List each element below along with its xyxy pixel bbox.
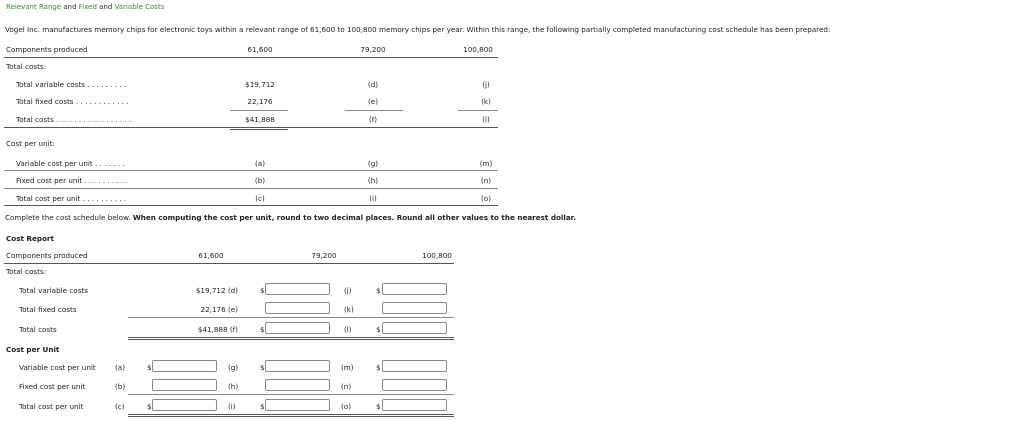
report-col1: 61,600: [198, 251, 224, 260]
report-components-label: Components produced: [6, 251, 88, 260]
input-l-total-100800[interactable]: [382, 322, 447, 334]
schedule-cell: (j): [482, 80, 490, 89]
schedule-cell: (d): [367, 80, 379, 89]
dollar-sign: $: [260, 286, 265, 295]
schedule-cell: (h): [367, 176, 379, 185]
input-d-variable-79200[interactable]: [265, 283, 330, 295]
report-title: Cost Report: [6, 234, 54, 243]
report-col2: 79,200: [311, 251, 337, 260]
schedule-subtotal-rule: [345, 110, 403, 111]
schedule-double-rule: [230, 129, 288, 130]
schedule-components-label: Components produced: [6, 45, 88, 54]
schedule-unit-label: Total cost per unit . . . . . . . . . .: [16, 194, 127, 203]
input-f-total-79200[interactable]: [265, 322, 330, 334]
schedule-cpu-label: Cost per unit:: [6, 139, 55, 148]
schedule-unit-label: Variable cost per unit . . . . . . .: [16, 159, 125, 168]
schedule-cell: (e): [367, 97, 379, 106]
input-j-variable-100800[interactable]: [382, 283, 447, 295]
intro-text: Vogel Inc. manufactures memory chips for electronic toys within a relevant range of 61,600 to 100,800 memory chips per year. Within this range, the following partially completed manufacturing cost schedule has been prepared:: [5, 25, 831, 34]
report-row-label: Total costs: [19, 325, 57, 334]
report-tag: (a): [115, 363, 126, 372]
schedule-cell: (o): [480, 194, 492, 203]
dollar-sign: $: [147, 402, 152, 411]
schedule-rule: [4, 127, 498, 128]
report-given-value: $41,888 (f): [197, 325, 238, 334]
input-h-fixed-unit[interactable]: [265, 379, 330, 391]
schedule-cell: (b): [254, 176, 266, 185]
input-a-variable-unit[interactable]: [152, 360, 217, 372]
report-tag: (g): [228, 363, 239, 372]
schedule-subtotal-rule: [230, 110, 288, 111]
schedule-cell: (k): [481, 97, 491, 106]
schedule-row-label: Total costs . . . . . . . . . . . . . . . . .: [16, 115, 132, 124]
schedule-subtotal-rule: [458, 110, 498, 111]
report-col3: 100,800: [422, 251, 452, 260]
schedule-rule: [4, 170, 498, 171]
input-g-variable-unit[interactable]: [265, 360, 330, 372]
schedule-cell: (l): [482, 115, 490, 124]
schedule-cell: (a): [254, 159, 266, 168]
report-tag: (b): [115, 382, 126, 391]
dollar-sign: $: [376, 325, 381, 334]
schedule-col1: 61,600: [247, 45, 273, 54]
schedule-row-label: Total variable costs . . . . . . . . .: [16, 80, 127, 89]
report-row-label: Total fixed costs: [19, 305, 77, 314]
report-tag: (m): [341, 363, 354, 372]
schedule-cell: $19,712: [245, 80, 275, 89]
report-tag: (o): [341, 402, 352, 411]
report-tag: (h): [228, 382, 239, 391]
report-given-value: 22,176 (e): [200, 305, 238, 314]
report-total-double-rule: [128, 339, 454, 340]
schedule-unit-label: Fixed cost per unit . . . . . . . . . .: [16, 176, 128, 185]
input-i-total-unit[interactable]: [265, 399, 330, 411]
report-total-double-rule: [128, 416, 454, 417]
input-c-total-unit[interactable]: [152, 399, 217, 411]
schedule-header-rule: [4, 57, 498, 58]
report-row-label: Total variable costs: [19, 286, 89, 295]
input-e-fixed-79200[interactable]: [265, 302, 330, 314]
report-tag: (c): [115, 402, 125, 411]
report-tag: (j): [344, 286, 352, 295]
report-total-costs-label: Total costs:: [6, 267, 47, 276]
report-subtotal-rule: [128, 394, 454, 395]
schedule-cell: $41,888: [245, 115, 275, 124]
schedule-cell: (m): [479, 159, 493, 168]
report-subtotal-rule: [128, 317, 454, 318]
schedule-cell: 22,176: [247, 97, 273, 106]
dollar-sign: $: [260, 363, 265, 372]
dollar-sign: $: [376, 363, 381, 372]
instructions: Complete the cost schedule below. When computing the cost per unit, round to two decimal places. Round all other values to the nearest dollar.: [5, 213, 576, 222]
schedule-cell: (g): [367, 159, 379, 168]
schedule-cell: (n): [480, 176, 492, 185]
schedule-rule: [4, 205, 498, 206]
schedule-cell: (f): [368, 115, 378, 124]
dollar-sign: $: [376, 286, 381, 295]
dollar-sign: $: [260, 325, 265, 334]
schedule-row-label: Total fixed costs . . . . . . . . . . . .: [16, 97, 129, 106]
dollar-sign: $: [260, 402, 265, 411]
report-tag: (l): [344, 325, 352, 334]
input-o-total-unit[interactable]: [382, 399, 447, 411]
report-tag: (k): [344, 305, 354, 314]
schedule-col3: 100,800: [463, 45, 493, 54]
schedule-col2: 79,200: [360, 45, 386, 54]
input-k-fixed-100800[interactable]: [382, 302, 447, 314]
schedule-cell: (i): [369, 194, 377, 203]
schedule-cell: (c): [255, 194, 265, 203]
input-n-fixed-unit[interactable]: [382, 379, 447, 391]
schedule-rule: [4, 188, 498, 189]
report-tag: (n): [341, 382, 352, 391]
report-unit-label: Fixed cost per unit: [19, 382, 86, 391]
report-total-rule: [128, 414, 454, 415]
report-header-rule: [4, 263, 454, 264]
schedule-total-costs-label: Total costs:: [6, 62, 47, 71]
report-total-rule: [128, 337, 454, 338]
report-tag: (i): [228, 402, 236, 411]
page-title: Relevant Range and Fixed and Variable Costs: [6, 3, 165, 11]
dollar-sign: $: [376, 402, 381, 411]
report-cpu-label: Cost per Unit: [6, 345, 60, 354]
report-unit-label: Variable cost per unit: [19, 363, 96, 372]
input-b-fixed-unit[interactable]: [152, 379, 217, 391]
report-unit-label: Total cost per unit: [19, 402, 84, 411]
input-m-variable-unit[interactable]: [382, 360, 447, 372]
dollar-sign: $: [147, 363, 152, 372]
report-given-value: $19,712 (d): [195, 286, 238, 295]
